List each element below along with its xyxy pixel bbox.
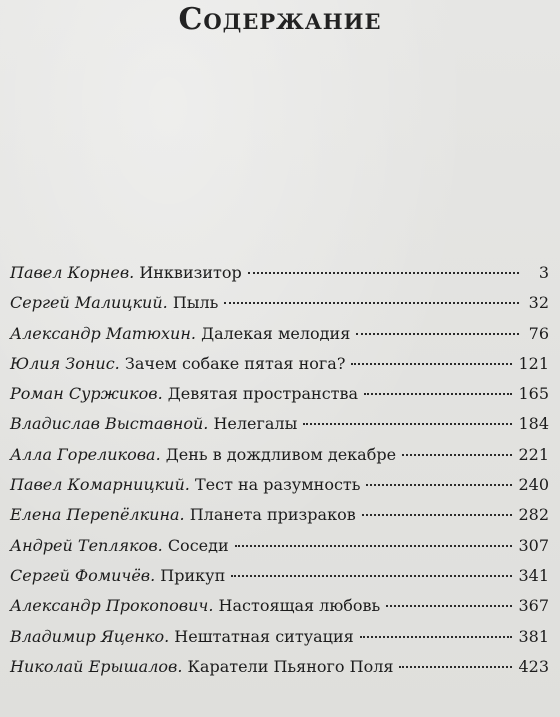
toc-entry bbox=[10, 622, 549, 652]
toc-page-number: 381 bbox=[518, 626, 549, 646]
dot-leader bbox=[360, 636, 513, 638]
toc-page-number: 423 bbox=[518, 656, 549, 676]
toc-author: Павел Корнев. bbox=[10, 263, 135, 282]
dot-leader bbox=[303, 423, 512, 425]
toc-entry bbox=[10, 319, 549, 349]
toc-entry bbox=[10, 561, 549, 591]
table-of-contents bbox=[10, 258, 549, 682]
toc-entry bbox=[10, 409, 549, 439]
toc-story-title: Соседи bbox=[167, 535, 229, 555]
toc-page-number: 165 bbox=[518, 384, 549, 404]
toc-author: Юлия Зонис. bbox=[10, 353, 120, 373]
toc-story-title: Инквизитор bbox=[139, 263, 242, 282]
toc-entry bbox=[10, 258, 549, 288]
toc-page-number: 367 bbox=[518, 596, 549, 616]
toc-page-number: 32 bbox=[528, 293, 549, 313]
toc-page-number: 3 bbox=[538, 263, 549, 282]
toc-entry bbox=[10, 440, 549, 470]
toc-story-title: Прикуп bbox=[160, 565, 226, 585]
toc-page-number: 341 bbox=[518, 565, 549, 585]
toc-page-number: 184 bbox=[518, 414, 549, 434]
dot-leader bbox=[351, 363, 512, 365]
toc-story-title: Пыль bbox=[172, 293, 219, 313]
toc-story-title: Настоящая любовь bbox=[218, 596, 381, 616]
toc-author: Сергей Малицкий. bbox=[10, 293, 168, 313]
toc-page-number: 221 bbox=[518, 444, 549, 464]
toc-entry bbox=[10, 652, 549, 682]
toc-page-number: 307 bbox=[518, 535, 549, 555]
toc-author: Николай Ерышалов. bbox=[10, 656, 183, 676]
dot-leader bbox=[235, 545, 513, 547]
toc-author: Андрей Тепляков. bbox=[10, 535, 163, 555]
toc-author: Сергей Фомичёв. bbox=[10, 565, 156, 585]
toc-author: Алла Гореликова. bbox=[10, 444, 161, 464]
toc-entry bbox=[10, 379, 549, 409]
toc-entry bbox=[10, 470, 549, 500]
dot-leader bbox=[362, 514, 513, 516]
toc-entry bbox=[10, 288, 549, 318]
toc-page-number: 76 bbox=[528, 323, 549, 343]
toc-entry bbox=[10, 531, 549, 561]
dot-leader bbox=[364, 393, 512, 395]
toc-author: Роман Суржиков. bbox=[10, 384, 163, 404]
toc-story-title: Нелегалы bbox=[213, 414, 298, 434]
toc-entry bbox=[10, 349, 549, 379]
toc-page-number: 240 bbox=[518, 475, 549, 495]
toc-story-title: Тест на разумность bbox=[194, 475, 361, 495]
dot-leader bbox=[402, 454, 512, 456]
toc-story-title: Каратели Пьяного Поля bbox=[187, 656, 394, 676]
toc-entry bbox=[10, 500, 549, 530]
dot-leader bbox=[224, 302, 519, 304]
dot-leader bbox=[248, 272, 519, 274]
dot-leader bbox=[399, 666, 512, 668]
toc-author: Александр Прокопович. bbox=[10, 596, 214, 616]
toc-entry bbox=[10, 591, 549, 621]
dot-leader bbox=[231, 575, 512, 577]
dot-leader bbox=[386, 605, 512, 607]
toc-story-title: Далекая мелодия bbox=[201, 323, 351, 343]
dot-leader bbox=[356, 333, 519, 335]
toc-story-title: Зачем собаке пятая нога? bbox=[124, 353, 346, 373]
toc-story-title: Девятая пространства bbox=[167, 384, 359, 404]
toc-author: Александр Матюхин. bbox=[10, 323, 196, 343]
dot-leader bbox=[366, 484, 512, 486]
toc-story-title: День в дождливом декабре bbox=[165, 444, 397, 464]
page-title: Содержание bbox=[178, 2, 382, 37]
toc-author: Владислав Выставной. bbox=[10, 414, 209, 434]
toc-author: Елена Перепёлкина. bbox=[10, 505, 185, 525]
toc-page-number: 121 bbox=[518, 353, 549, 373]
toc-author: Владимир Яценко. bbox=[10, 626, 170, 646]
toc-story-title: Планета призраков bbox=[189, 505, 356, 525]
toc-page-number: 282 bbox=[518, 505, 549, 525]
toc-author: Павел Комарницкий. bbox=[10, 475, 190, 495]
toc-story-title: Нештатная ситуация bbox=[174, 626, 354, 646]
